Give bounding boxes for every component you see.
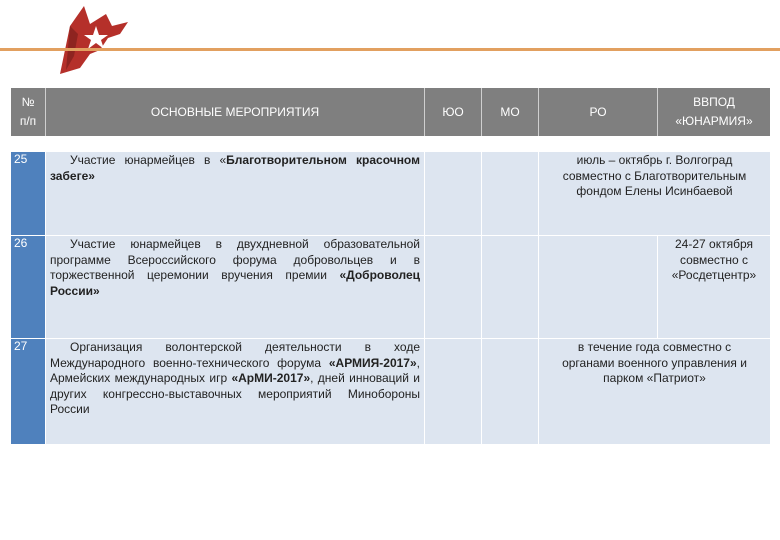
column-header-yuo: ЮО: [424, 88, 481, 136]
table-row: [11, 152, 770, 236]
events-table: [11, 88, 770, 445]
event-text: Организация волонтерской деятельности в ходе Международного военно-технического форума: [50, 340, 420, 370]
cell-yuo: [424, 339, 481, 445]
event-text-suffix: , дней инноваций и других конгрессно-выставочных мероприятий Минобороны России: [50, 371, 420, 417]
event-description: [45, 339, 424, 445]
table-header-row: [11, 88, 770, 136]
event-schedule-note: 24-27 октября совместно с «Росдетцентр»: [657, 236, 770, 339]
cell-mo: [481, 339, 538, 445]
cell-yuo: [424, 152, 481, 236]
event-text-middle: , Армейских международных игр: [50, 355, 420, 386]
event-text: Участие юнармейцев в «: [70, 153, 227, 167]
event-bold-text: Благотворительном красочном забеге»: [50, 153, 420, 183]
header-title: Юнармейский год: [658, 17, 774, 32]
event-bold-text: «Доброволец России»: [50, 268, 420, 298]
table-row: [11, 236, 770, 339]
cell-mo: [481, 152, 538, 236]
column-header-events: ОСНОВНЫЕ МЕРОПРИЯТИЯ: [45, 88, 424, 136]
row-number: 26: [11, 236, 45, 339]
event-description: [45, 236, 424, 339]
column-header-mo: МО: [481, 88, 538, 136]
column-header-ro: РО: [538, 88, 657, 136]
event-bold-text: «АРМИЯ-2017»: [328, 355, 417, 370]
header-accent-line: [0, 48, 780, 51]
event-bold-text-2: «АрМИ-2017»: [231, 371, 311, 386]
cell-ro: [538, 236, 657, 339]
column-header-vvpod: ВВПОД «ЮНАРМИЯ»: [657, 88, 770, 136]
event-schedule-note: в течение года совместно с органами военного управления и парком «Патриот»: [538, 339, 770, 445]
row-number: 25: [11, 152, 45, 236]
event-description: [45, 152, 424, 236]
event-schedule-note: июль – октябрь г. Волгоград совместно с Благотворительным фондом Елены Исинбаевой: [538, 152, 770, 236]
yunarmiya-logo-icon: [50, 4, 132, 76]
event-text: Участие юнармейцев в двухдневной образовательной программе Всероссийского форума добровольцев и в торжественной церемонии вручения премии: [50, 237, 420, 283]
cell-mo: [481, 236, 538, 339]
row-number: 27: [11, 339, 45, 445]
cell-yuo: [424, 236, 481, 339]
column-header-number: № п/п: [11, 88, 45, 136]
table-row: [11, 339, 770, 445]
